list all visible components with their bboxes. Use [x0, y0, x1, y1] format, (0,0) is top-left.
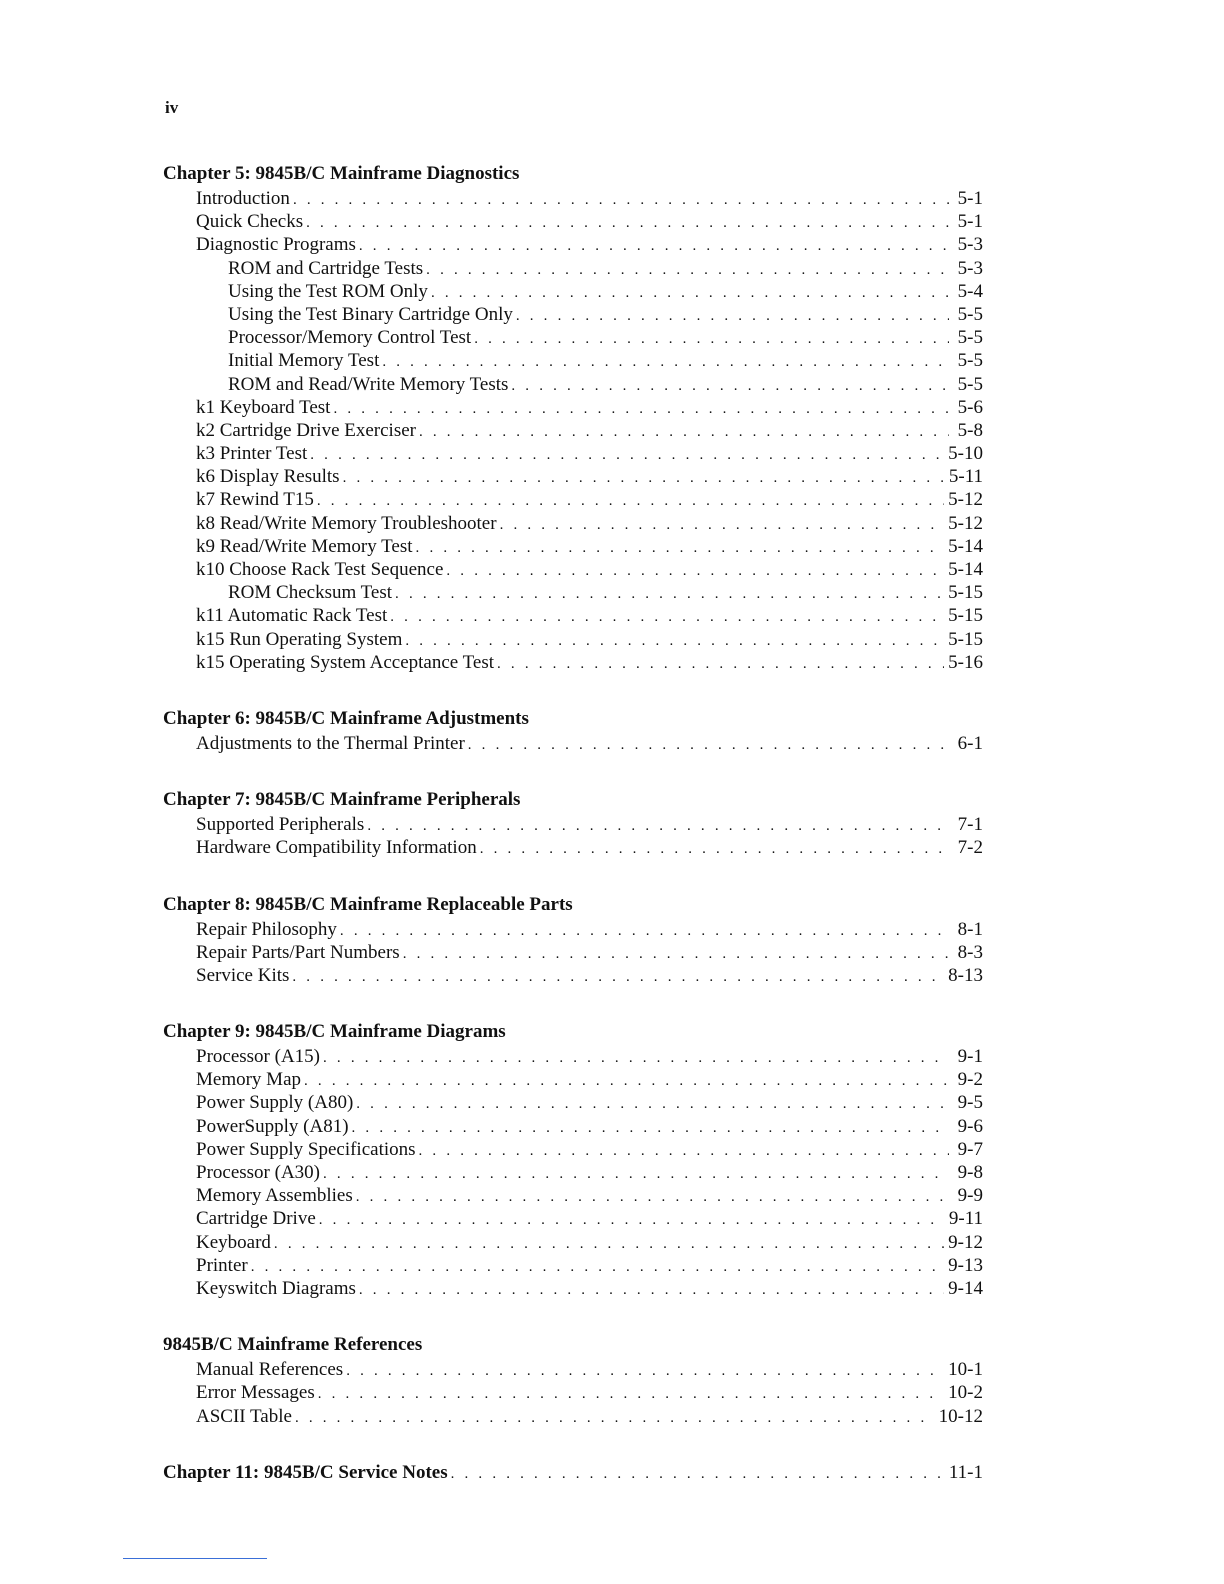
toc-entry-title: k6 Display Results	[196, 466, 340, 488]
toc-entry-page: 7-2	[957, 837, 983, 859]
toc-entry-title: Repair Philosophy	[196, 918, 337, 940]
toc-entry	[163, 1091, 983, 1114]
toc-entry-title: k10 Choose Rack Test Sequence	[196, 559, 444, 580]
toc-entry	[163, 1381, 983, 1404]
dot-leader	[451, 1461, 945, 1488]
dot-leader	[318, 1383, 944, 1406]
toc-entry	[163, 349, 983, 372]
dot-leader	[295, 1407, 935, 1430]
dot-leader	[343, 467, 945, 490]
toc-entry-page: 8-3	[957, 941, 983, 963]
dot-leader	[317, 490, 944, 513]
dot-leader	[431, 282, 949, 305]
toc-entry-title: Initial Memory Test	[228, 350, 380, 372]
toc-entry-page: 8-13	[948, 964, 983, 986]
dot-leader	[497, 653, 944, 676]
toc-entry-title: PowerSupply (A81)	[196, 1115, 349, 1137]
toc-entry-page: 10-1	[948, 1359, 983, 1381]
toc-entry-title: Power Supply Specifications	[196, 1138, 416, 1160]
toc-entry-page: 5-15	[948, 582, 983, 604]
toc-entry-page: 5-16	[948, 651, 983, 673]
toc-entry	[163, 396, 983, 419]
toc-entry-page: 9-13	[948, 1254, 983, 1276]
toc-entry	[163, 1115, 983, 1138]
toc-entry-page: 5-14	[948, 559, 983, 580]
dot-leader	[323, 1163, 949, 1186]
toc-entry	[163, 187, 983, 210]
toc-entry-title: Cartridge Drive	[196, 1208, 316, 1230]
toc-entry-page: 5-4	[957, 280, 983, 302]
toc-entry	[163, 1207, 983, 1230]
toc-entry-page: 8-1	[957, 918, 983, 940]
toc-entry-title: k8 Read/Write Memory Troubleshooter	[196, 512, 497, 534]
toc-final-chapter	[163, 1459, 983, 1486]
dot-leader	[319, 1209, 945, 1232]
dot-leader	[390, 606, 944, 629]
toc-entry-page: 5-14	[948, 535, 983, 557]
toc-entry	[163, 1277, 983, 1300]
toc-entry-title: ROM and Cartridge Tests	[228, 257, 424, 279]
toc-entry	[163, 1161, 983, 1184]
toc-entry-title: Keyswitch Diagrams	[196, 1277, 356, 1299]
toc-entry	[163, 1358, 983, 1381]
toc-entry-page: 10-2	[948, 1382, 983, 1404]
toc-entry-page: 9-2	[957, 1069, 983, 1091]
toc-entry	[163, 1068, 983, 1091]
toc-entry-page: 5-5	[957, 303, 983, 325]
toc-entry-page: 5-5	[957, 350, 983, 372]
toc-entry-title: k1 Keyboard Test	[196, 396, 331, 418]
toc-entry-title: Using the Test ROM Only	[228, 280, 428, 302]
toc-entry-title: ROM and Read/Write Memory Tests	[228, 373, 509, 395]
toc-section	[163, 786, 983, 859]
toc-entry	[163, 257, 983, 280]
toc-entry-title: ROM Checksum Test	[228, 582, 393, 604]
dot-leader	[419, 421, 949, 444]
toc-entry-title: Hardware Compatibility Information	[196, 837, 477, 859]
dot-leader	[468, 734, 949, 757]
toc-section	[163, 1018, 983, 1300]
toc-entry-title: Manual References	[196, 1359, 344, 1381]
dot-leader	[426, 259, 949, 282]
dot-leader	[382, 351, 949, 374]
toc-entry	[163, 1138, 983, 1161]
toc-entry-title: Keyboard	[196, 1231, 271, 1253]
toc-entry-title: k7 Rewind T15	[196, 489, 314, 511]
toc-entry-page: 5-6	[957, 396, 983, 418]
toc-entry-page: 9-9	[957, 1185, 983, 1207]
toc-entry	[163, 813, 983, 836]
dot-leader	[340, 920, 949, 943]
toc-entry-title: Supported Peripherals	[196, 814, 365, 836]
toc-entry-title: Processor/Memory Control Test	[228, 327, 472, 349]
chapter-title: Chapter 9: 9845B/C Mainframe Diagrams	[163, 1021, 506, 1043]
chapter-title: Chapter 7: 9845B/C Mainframe Peripherals	[163, 789, 521, 811]
toc-entry-title: Processor (A15)	[196, 1046, 321, 1068]
toc-entry-page: 5-3	[957, 234, 983, 256]
dot-leader	[251, 1256, 944, 1279]
toc-entry-title: Memory Map	[196, 1069, 302, 1091]
toc-entry-title: k15 Operating System Acceptance Test	[196, 651, 495, 673]
toc-entry	[163, 1231, 983, 1254]
toc-entry-title: Printer	[196, 1254, 248, 1276]
table-of-contents	[163, 160, 983, 1486]
toc-entry-page: 10-12	[938, 1405, 983, 1427]
chapter-title: Chapter 5: 9845B/C Mainframe Diagnostics	[163, 163, 520, 184]
chapter-title: Chapter 11: 9845B/C Service Notes	[163, 1461, 448, 1483]
toc-entry-title: k2 Cartridge Drive Exerciser	[196, 419, 416, 441]
dot-leader	[480, 838, 949, 861]
dot-leader	[333, 398, 949, 421]
dot-leader	[516, 305, 949, 328]
toc-entry-title: ASCII Table	[196, 1405, 292, 1427]
dot-leader	[474, 328, 949, 351]
toc-entry	[163, 465, 983, 488]
toc-entry	[163, 1405, 983, 1428]
page-number: iv	[165, 98, 179, 117]
toc-entry	[163, 964, 983, 987]
toc-entry	[163, 732, 983, 755]
toc-entry	[163, 373, 983, 396]
toc-entry-title: Quick Checks	[196, 211, 304, 233]
chapter-title: Chapter 8: 9845B/C Mainframe Replaceable Parts	[163, 893, 573, 915]
toc-entry-title: k11 Automatic Rack Test	[196, 605, 388, 627]
toc-entry	[163, 628, 983, 651]
toc-entry-page: 9-1	[957, 1046, 983, 1068]
toc-entry	[163, 442, 983, 465]
dot-leader	[293, 189, 949, 212]
dot-leader	[352, 1117, 949, 1140]
toc-entry-title: Using the Test Binary Cartridge Only	[228, 303, 513, 325]
dot-leader	[310, 444, 944, 467]
dot-leader	[304, 1070, 949, 1093]
toc-entry	[163, 419, 983, 442]
toc-entry	[163, 604, 983, 627]
toc-entry-title: k3 Printer Test	[196, 443, 308, 465]
dot-leader	[346, 1360, 944, 1383]
dot-leader	[306, 212, 949, 235]
toc-entry-page: 9-14	[948, 1277, 983, 1299]
toc-entry	[163, 918, 983, 941]
dot-leader	[405, 630, 944, 653]
toc-entry-page: 7-1	[957, 814, 983, 836]
dot-leader	[356, 1186, 949, 1209]
toc-entry-page: 5-15	[948, 628, 983, 650]
chapter-title: Chapter 6: 9845B/C Mainframe Adjustments	[163, 707, 529, 729]
toc-entry-title: Service Kits	[196, 964, 290, 986]
toc-entry	[163, 941, 983, 964]
toc-entry-title: Diagnostic Programs	[196, 234, 356, 256]
toc-entry	[163, 512, 983, 535]
toc-entry	[163, 1184, 983, 1207]
toc-entry	[163, 233, 983, 256]
footer-rule	[123, 1558, 267, 1559]
toc-entry	[163, 488, 983, 511]
toc-entry-page: 9-8	[957, 1162, 983, 1183]
toc-entry-page: 5-8	[957, 419, 983, 441]
toc-section	[163, 891, 983, 988]
toc-entry	[163, 1045, 983, 1068]
toc-entry-page: 9-5	[957, 1092, 983, 1114]
toc-entry-page: 5-3	[957, 257, 983, 279]
toc-entry-page: 5-5	[957, 327, 983, 349]
toc-entry-page: 9-11	[948, 1208, 983, 1230]
toc-entry-title: Error Messages	[196, 1382, 315, 1404]
toc-entry-page: 5-5	[957, 373, 983, 395]
toc-entry-page: 9-7	[957, 1138, 983, 1160]
toc-entry-page: 5-1	[957, 211, 983, 233]
dot-leader	[500, 514, 945, 537]
toc-entry-page: 5-10	[948, 443, 983, 465]
dot-leader	[292, 966, 944, 989]
dot-leader	[419, 1140, 949, 1163]
toc-entry	[163, 836, 983, 859]
toc-entry-page: 5-1	[957, 188, 983, 209]
dot-leader	[359, 1279, 944, 1302]
toc-entry	[163, 280, 983, 303]
toc-entry	[163, 581, 983, 604]
toc-entry	[163, 651, 983, 674]
toc-entry-title: Repair Parts/Part Numbers	[196, 941, 400, 963]
toc-entry	[163, 558, 983, 581]
toc-entry-page: 11-1	[948, 1461, 983, 1483]
toc-entry-title: Power Supply (A80)	[196, 1092, 354, 1114]
toc-entry-page: 5-11	[948, 466, 983, 488]
toc-entry-title: Memory Assemblies	[196, 1185, 353, 1207]
toc-entry-page: 5-15	[948, 605, 983, 627]
toc-section	[163, 705, 983, 755]
toc-section	[163, 160, 983, 674]
toc-entry-title: Processor (A30)	[196, 1162, 321, 1183]
toc-entry-page: 5-12	[948, 489, 983, 511]
toc-entry-title: Introduction	[196, 188, 290, 209]
toc-entry-title: k15 Run Operating System	[196, 628, 403, 650]
dot-leader	[416, 537, 945, 560]
dot-leader	[446, 560, 944, 583]
dot-leader	[511, 375, 949, 398]
chapter-title: 9845B/C Mainframe References	[163, 1334, 423, 1356]
toc-section	[163, 1331, 983, 1428]
dot-leader	[367, 815, 949, 838]
toc-entry	[163, 1254, 983, 1277]
dot-leader	[403, 943, 949, 966]
dot-leader	[356, 1093, 949, 1116]
toc-entry	[163, 326, 983, 349]
dot-leader	[274, 1233, 944, 1256]
toc-entry	[163, 303, 983, 326]
dot-leader	[359, 235, 949, 258]
dot-leader	[323, 1047, 949, 1070]
toc-entry-page: 9-6	[957, 1115, 983, 1137]
toc-entry-page: 5-12	[948, 512, 983, 534]
toc-entry-page: 6-1	[957, 732, 983, 754]
toc-entry-title: k9 Read/Write Memory Test	[196, 535, 413, 557]
toc-entry	[163, 210, 983, 233]
dot-leader	[395, 583, 944, 606]
toc-entry-page: 9-12	[948, 1231, 983, 1253]
toc-entry	[163, 535, 983, 558]
toc-entry-title: Adjustments to the Thermal Printer	[196, 732, 465, 754]
